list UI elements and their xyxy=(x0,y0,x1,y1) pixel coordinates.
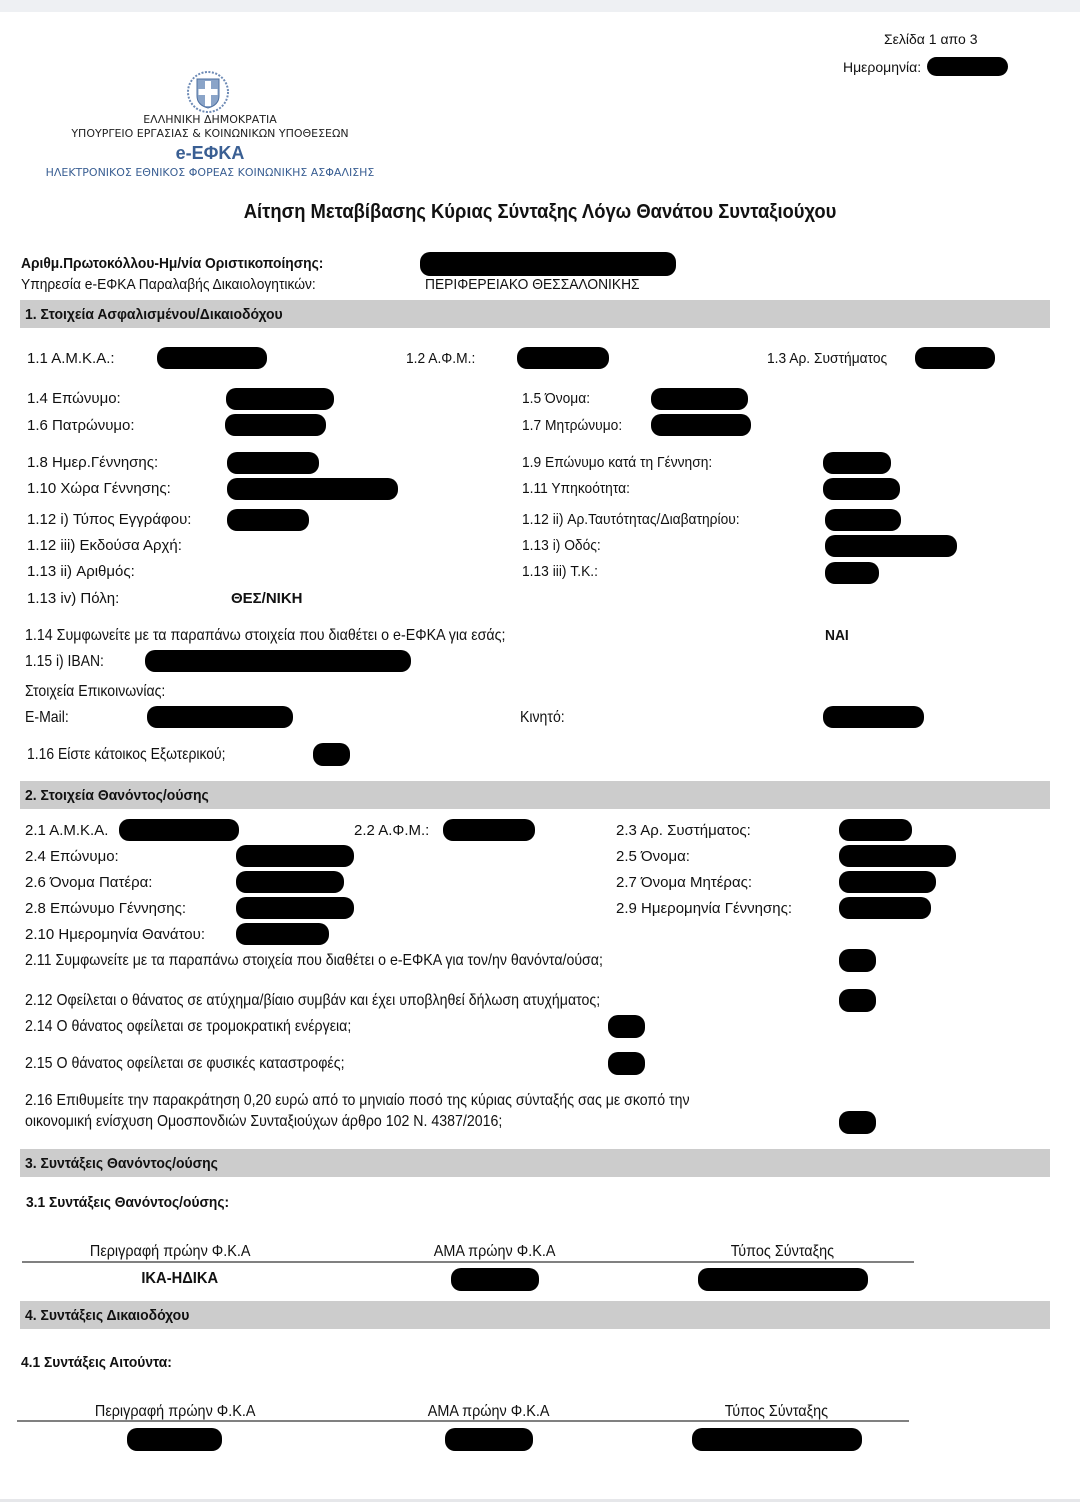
redacted-s1-mobile xyxy=(823,706,924,728)
s4-col-type: Τύπος Σύνταξης xyxy=(724,1403,829,1420)
redacted-s2-birth-surname xyxy=(236,897,354,919)
s2-father-label: 2.6 Όνομα Πατέρα: xyxy=(25,874,153,891)
redacted-s2-amka xyxy=(119,819,239,841)
redacted-date xyxy=(927,57,1008,76)
section-1-header: 1. Στοιχεία Ασφαλισμένου/Δικαιοδόχου xyxy=(20,300,1050,328)
greek-coat-of-arms-icon xyxy=(186,70,230,114)
s1-system-no-label: 1.3 Αρ. Συστήματος xyxy=(767,350,888,367)
s1-postcode-label: 1.13 iii) Τ.Κ.: xyxy=(522,563,598,580)
redacted-s1-birth-surname xyxy=(823,452,891,474)
s1-birth-surname-label: 1.9 Επώνυμο κατά τη Γέννηση: xyxy=(522,454,713,471)
s1-surname-label: 1.4 Επώνυμο: xyxy=(27,390,121,407)
s2-birth-surname-label: 2.8 Επώνυμο Γέννησης: xyxy=(25,900,187,917)
redacted-s2-mother xyxy=(839,871,936,893)
redacted-s2-surname xyxy=(236,845,354,867)
redacted-s1-iban xyxy=(145,650,411,672)
s2-system-no-label: 2.3 Αρ. Συστήματος: xyxy=(616,822,751,839)
s1-mobile-label: Κινητό: xyxy=(520,709,565,726)
s2-disaster-label: 2.15 Ο θάνατος οφείλεται σε φυσικές καταστροφές; xyxy=(25,1055,345,1072)
service-label: Υπηρεσία e-ΕΦΚΑ Παραλαβής Δικαιολογητικών: xyxy=(21,276,316,293)
redacted-s1-doc-type xyxy=(227,509,309,531)
redacted-s4-ama xyxy=(445,1428,533,1451)
redacted-s4-fund xyxy=(127,1428,222,1451)
s1-agree-value: ΝΑΙ xyxy=(825,627,849,644)
date-label: Ημερομηνία: xyxy=(843,59,922,75)
s1-afm-label: 1.2 Α.Φ.Μ.: xyxy=(406,350,476,367)
redacted-s1-citizenship xyxy=(823,478,900,500)
redacted-s1-email xyxy=(147,706,293,728)
s4-col-ama: ΑΜΑ πρώην Φ.Κ.Α xyxy=(428,1403,550,1420)
s1-abroad-label: 1.16 Είστε κάτοικος Εξωτερικού; xyxy=(27,746,226,763)
redacted-protocol xyxy=(420,252,676,276)
service-value: ΠΕΡΙΦΕΡΕΙΑΚΟ ΘΕΣΣΑΛΟΝΙΚΗΣ xyxy=(425,276,640,293)
s2-name-label: 2.5 Όνομα: xyxy=(616,848,690,865)
s1-email-label: E-Mail: xyxy=(25,709,69,726)
redacted-s2-disaster xyxy=(608,1052,645,1075)
s1-amka-label: 1.1 Α.Μ.Κ.Α.: xyxy=(27,350,115,367)
redacted-s1-name xyxy=(651,388,748,410)
s1-street-no-label: 1.13 ii) Αριθμός: xyxy=(27,563,135,580)
s2-surname-label: 2.4 Επώνυμο: xyxy=(25,848,119,865)
s2-death-date-label: 2.10 Ημερομηνία Θανάτου: xyxy=(25,926,205,943)
s1-birth-date-label: 1.8 Ημερ.Γέννησης: xyxy=(27,454,159,471)
section-2-header: 2. Στοιχεία Θανόντος/ούσης xyxy=(20,781,1050,809)
logo-line-ministry: ΥΠΟΥΡΓΕΙΟ ΕΡΓΑΣΙΑΣ & ΚΟΙΝΩΝΙΚΩΝ ΥΠΟΘΕΣΕΩΝ xyxy=(71,127,349,140)
redacted-s1-afm xyxy=(517,347,609,369)
redacted-s2-afm xyxy=(443,819,535,841)
s4-table-rule xyxy=(17,1420,909,1422)
section-4-header: 4. Συντάξεις Δικαιοδόχου xyxy=(20,1301,1050,1329)
s2-mother-label: 2.7 Όνομα Μητέρας: xyxy=(616,874,753,891)
redacted-s2-accident xyxy=(839,989,876,1012)
logo-line-agency: ΗΛΕΚΤΡΟΝΙΚΟΣ ΕΘΝΙΚΟΣ ΦΟΡΕΑΣ ΚΟΙΝΩΝΙΚΗΣ ΑΣΦΑΛΙΣΗΣ xyxy=(45,166,375,179)
redacted-s2-deduction xyxy=(839,1111,876,1134)
s2-agree-label: 2.11 Συμφωνείτε με τα παραπάνω στοιχεία που διαθέτει ο e-ΕΦΚΑ για τον/ην θανόντα/ούσα; xyxy=(25,952,603,969)
redacted-s2-death-date xyxy=(236,923,329,945)
redacted-s1-surname xyxy=(226,388,334,410)
s1-name-label: 1.5 Όνομα: xyxy=(522,390,591,407)
protocol-label: Αριθμ.Πρωτοκόλλου-Ημ/νία Οριστικοποίησης: xyxy=(21,255,324,272)
redacted-s2-name xyxy=(839,845,956,867)
s4-col-fund: Περιγραφή πρώην Φ.Κ.Α xyxy=(94,1403,256,1420)
s2-deduction-line1: 2.16 Επιθυμείτε την παρακράτηση 0,20 ευρώ από το μηνιαίο ποσό της κύριας σύνταξής σας με σκοπό την xyxy=(25,1092,690,1109)
section-3-header: 3. Συντάξεις Θανόντος/ούσης xyxy=(20,1149,1050,1177)
redacted-s2-system-no xyxy=(839,819,912,841)
redacted-s2-agree xyxy=(839,949,876,972)
s1-doc-type-label: 1.12 i) Τύπος Εγγράφου: xyxy=(27,511,192,528)
redacted-s1-amka xyxy=(157,347,267,369)
redacted-s2-father xyxy=(236,871,344,893)
s1-city-label: 1.13 iv) Πόλη: xyxy=(27,590,120,607)
viewer-top-bar xyxy=(0,0,1080,12)
s1-city-value: ΘΕΣ/ΝΙΚΗ xyxy=(231,590,303,607)
s1-contact-label: Στοιχεία Επικοινωνίας: xyxy=(25,683,166,700)
redacted-s3-type xyxy=(698,1268,868,1291)
s3-col-ama: ΑΜΑ πρώην Φ.Κ.Α xyxy=(434,1243,556,1260)
s4-subtitle: 4.1 Συντάξεις Αιτούντα: xyxy=(21,1354,172,1371)
s3-col-fund: Περιγραφή πρώην Φ.Κ.Α xyxy=(89,1243,251,1260)
s2-terror-label: 2.14 Ο θάνατος οφείλεται σε τρομοκρατική ενέργεια; xyxy=(25,1018,352,1035)
logo-line-republic: ΕΛΛΗΝΙΚΗ ΔΗΜΟΚΡΑΤΙΑ xyxy=(143,113,277,126)
redacted-s1-mother xyxy=(651,414,751,436)
redacted-s1-abroad xyxy=(313,743,350,766)
redacted-s1-father xyxy=(225,414,326,436)
s1-father-label: 1.6 Πατρώνυμο: xyxy=(27,417,135,434)
redacted-s4-type xyxy=(692,1428,862,1451)
s3-row-fund: ΙΚΑ-ΗΔΙΚΑ xyxy=(141,1270,219,1287)
s3-table-rule xyxy=(22,1261,914,1263)
s1-mother-label: 1.7 Μητρώνυμο: xyxy=(522,417,623,434)
s3-col-type: Τύπος Σύνταξης xyxy=(730,1243,835,1260)
s1-iban-label: 1.15 i) IBAN: xyxy=(25,653,104,670)
s1-street-label: 1.13 i) Οδός: xyxy=(522,537,601,554)
redacted-s2-birth-date xyxy=(839,897,931,919)
s2-birth-date-label: 2.9 Ημερομηνία Γέννησης: xyxy=(616,900,793,917)
redacted-s1-system-no xyxy=(915,347,995,369)
s2-deduction-line2: οικονομική ενίσχυση Ομοσπονδιών Συνταξιούχων άρθρο 102 Ν. 4387/2016; xyxy=(25,1113,503,1130)
redacted-s1-id-number xyxy=(825,509,901,531)
s2-afm-label: 2.2 Α.Φ.Μ.: xyxy=(354,822,430,839)
logo-brand: e-ΕΦΚΑ xyxy=(175,143,245,163)
page-indicator: Σελίδα 1 απο 3 xyxy=(884,31,978,47)
redacted-s3-ama xyxy=(451,1268,539,1291)
redacted-s1-postcode xyxy=(825,562,879,584)
redacted-s1-birth-date xyxy=(227,452,319,474)
s2-accident-label: 2.12 Οφείλεται ο θάνατος σε ατύχημα/βίαιο συμβάν και έχει υποβληθεί δήλωση ατυχήματος; xyxy=(25,992,601,1009)
s1-agree-label: 1.14 Συμφωνείτε με τα παραπάνω στοιχεία που διαθέτει ο e-ΕΦΚΑ για εσάς; xyxy=(25,627,506,644)
redacted-s1-street xyxy=(825,535,957,557)
document-title: Αίτηση Μεταβίβασης Κύριας Σύνταξης Λόγω Θανάτου Συνταξιούχου xyxy=(243,201,837,223)
redacted-s1-birth-country xyxy=(227,478,398,500)
s2-amka-label: 2.1 Α.Μ.Κ.Α. xyxy=(25,822,109,839)
s1-issuer-label: 1.12 iii) Εκδούσα Αρχή: xyxy=(27,537,182,554)
redacted-s2-terror xyxy=(608,1015,645,1038)
s1-citizenship-label: 1.11 Υπηκοότητα: xyxy=(522,480,630,497)
s3-subtitle: 3.1 Συντάξεις Θανόντος/ούσης: xyxy=(26,1194,230,1211)
s1-birth-country-label: 1.10 Χώρα Γέννησης: xyxy=(27,480,171,497)
s1-id-number-label: 1.12 ii) Αρ.Ταυτότητας/Διαβατηρίου: xyxy=(522,511,740,528)
